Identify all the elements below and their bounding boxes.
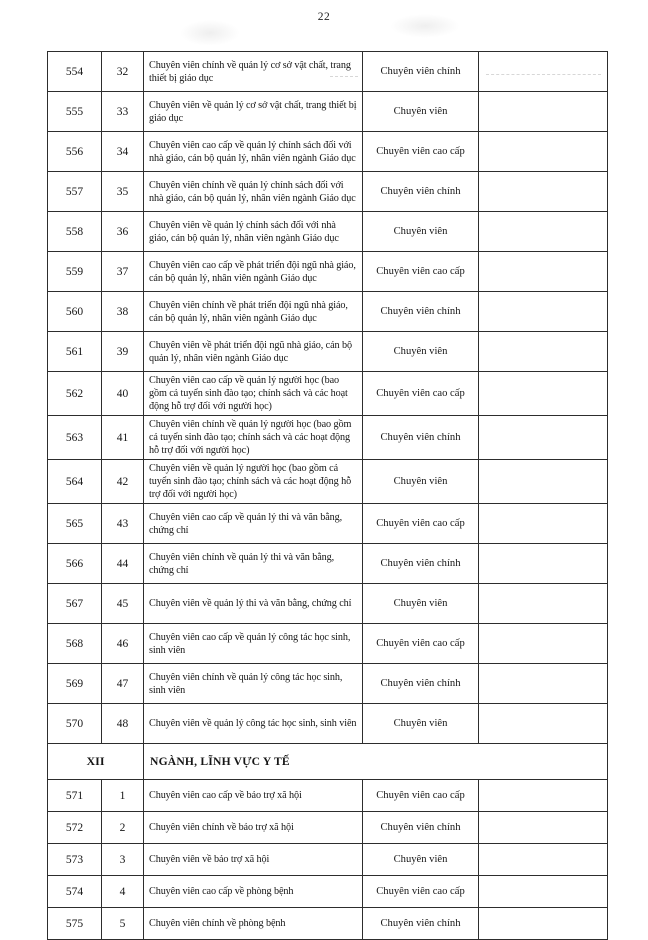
section-header-row	[48, 744, 608, 780]
row-subnumber-cell: 41	[102, 416, 144, 460]
rank-cell: Chuyên viên chính	[363, 52, 479, 92]
position-title-cell: Chuyên viên về quản lý chính sách đối với nhà giáo, cán bộ quản lý, nhân viên ngành Giáo dục	[144, 212, 363, 252]
row-number-cell: 564	[48, 460, 102, 504]
rank-cell: Chuyên viên chính	[363, 908, 479, 940]
table-row	[48, 92, 608, 132]
row-subnumber-cell: 44	[102, 544, 144, 584]
table-row	[48, 844, 608, 876]
row-number-cell: 563	[48, 416, 102, 460]
row-subnumber-cell: 4	[102, 876, 144, 908]
row-number-cell: 570	[48, 704, 102, 744]
row-subnumber-cell: 2	[102, 812, 144, 844]
notes-cell	[479, 332, 608, 372]
row-subnumber-cell: 46	[102, 624, 144, 664]
notes-cell	[479, 172, 608, 212]
rank-cell: Chuyên viên	[363, 460, 479, 504]
row-number-cell: 565	[48, 504, 102, 544]
rank-cell: Chuyên viên cao cấp	[363, 876, 479, 908]
table-row	[48, 876, 608, 908]
position-title-cell: Chuyên viên về quản lý công tác học sinh, sinh viên	[144, 704, 363, 744]
rank-cell: Chuyên viên chính	[363, 172, 479, 212]
rank-cell: Chuyên viên chính	[363, 416, 479, 460]
table-row	[48, 624, 608, 664]
notes-cell	[479, 908, 608, 940]
rank-cell: Chuyên viên cao cấp	[363, 132, 479, 172]
row-number-cell: 567	[48, 584, 102, 624]
notes-cell	[479, 704, 608, 744]
notes-cell	[479, 812, 608, 844]
row-subnumber-cell: 47	[102, 664, 144, 704]
notes-cell	[479, 504, 608, 544]
table-row	[48, 212, 608, 252]
position-title-cell: Chuyên viên cao cấp về phát triển đội ngũ nhà giáo, cán bộ quản lý, nhân viên ngành Giáo dục	[144, 252, 363, 292]
page-number: 22	[317, 11, 331, 23]
row-number-cell: 561	[48, 332, 102, 372]
table-row	[48, 780, 608, 812]
table-row	[48, 908, 608, 940]
positions-table-body	[48, 52, 608, 940]
rank-cell: Chuyên viên chính	[363, 812, 479, 844]
row-number-cell: 574	[48, 876, 102, 908]
positions-table	[47, 51, 608, 940]
table-row	[48, 332, 608, 372]
rank-cell: Chuyên viên cao cấp	[363, 252, 479, 292]
scan-smudge-artifact	[180, 20, 240, 46]
row-number-cell: 556	[48, 132, 102, 172]
notes-cell	[479, 584, 608, 624]
row-number-cell: 558	[48, 212, 102, 252]
rank-cell: Chuyên viên	[363, 212, 479, 252]
row-subnumber-cell: 39	[102, 332, 144, 372]
notes-cell	[479, 372, 608, 416]
row-number-cell: 557	[48, 172, 102, 212]
rank-cell: Chuyên viên cao cấp	[363, 504, 479, 544]
position-title-cell: Chuyên viên chính về phòng bệnh	[144, 908, 363, 940]
rank-cell: Chuyên viên chính	[363, 664, 479, 704]
row-subnumber-cell: 3	[102, 844, 144, 876]
notes-cell	[479, 876, 608, 908]
row-subnumber-cell: 5	[102, 908, 144, 940]
section-roman-numeral: XII	[48, 744, 144, 780]
row-subnumber-cell: 1	[102, 780, 144, 812]
row-subnumber-cell: 35	[102, 172, 144, 212]
rank-cell: Chuyên viên cao cấp	[363, 780, 479, 812]
rank-cell: Chuyên viên	[363, 704, 479, 744]
table-row	[48, 172, 608, 212]
table-row	[48, 504, 608, 544]
row-number-cell: 560	[48, 292, 102, 332]
position-title-cell: Chuyên viên chính về quản lý công tác học sinh, sinh viên	[144, 664, 363, 704]
table-row	[48, 292, 608, 332]
position-title-cell: Chuyên viên chính về quản lý cơ sở vật chất, trang thiết bị giáo dục	[144, 52, 363, 92]
row-subnumber-cell: 34	[102, 132, 144, 172]
row-number-cell: 562	[48, 372, 102, 416]
position-title-cell: Chuyên viên chính về quản lý thi và văn bằng, chứng chỉ	[144, 544, 363, 584]
table-row	[48, 460, 608, 504]
row-number-cell: 571	[48, 780, 102, 812]
row-subnumber-cell: 43	[102, 504, 144, 544]
notes-cell	[479, 544, 608, 584]
position-title-cell: Chuyên viên chính về quản lý chính sách đối với nhà giáo, cán bộ quản lý, nhân viên ngành Giáo dục	[144, 172, 363, 212]
row-subnumber-cell: 45	[102, 584, 144, 624]
table-row	[48, 252, 608, 292]
table-row	[48, 812, 608, 844]
rank-cell: Chuyên viên	[363, 92, 479, 132]
rank-cell: Chuyên viên cao cấp	[363, 372, 479, 416]
position-title-cell: Chuyên viên về phát triển đội ngũ nhà giáo, cán bộ quản lý, nhân viên ngành Giáo dục	[144, 332, 363, 372]
row-subnumber-cell: 42	[102, 460, 144, 504]
position-title-cell: Chuyên viên về bảo trợ xã hội	[144, 844, 363, 876]
row-number-cell: 569	[48, 664, 102, 704]
notes-cell	[479, 624, 608, 664]
row-number-cell: 555	[48, 92, 102, 132]
rank-cell: Chuyên viên chính	[363, 292, 479, 332]
position-title-cell: Chuyên viên về quản lý thi và văn bằng, chứng chỉ	[144, 584, 363, 624]
row-subnumber-cell: 37	[102, 252, 144, 292]
table-row	[48, 372, 608, 416]
row-number-cell: 575	[48, 908, 102, 940]
position-title-cell: Chuyên viên chính về phát triển đội ngũ nhà giáo, cán bộ quản lý, nhân viên ngành Giáo dục	[144, 292, 363, 332]
notes-cell	[479, 92, 608, 132]
position-title-cell: Chuyên viên về quản lý cơ sở vật chất, trang thiết bị giáo dục	[144, 92, 363, 132]
row-number-cell: 559	[48, 252, 102, 292]
row-subnumber-cell: 38	[102, 292, 144, 332]
row-number-cell: 572	[48, 812, 102, 844]
row-number-cell: 573	[48, 844, 102, 876]
notes-cell	[479, 132, 608, 172]
table-row	[48, 664, 608, 704]
notes-cell	[479, 844, 608, 876]
row-number-cell: 566	[48, 544, 102, 584]
row-subnumber-cell: 36	[102, 212, 144, 252]
row-number-cell: 568	[48, 624, 102, 664]
table-row	[48, 132, 608, 172]
section-title: NGÀNH, LĨNH VỰC Y TẾ	[144, 744, 608, 780]
position-title-cell: Chuyên viên cao cấp về quản lý người học (bao gồm cả tuyển sinh đào tạo; chính sách và các hoạt động hỗ trợ đối với người học)	[144, 372, 363, 416]
rank-cell: Chuyên viên	[363, 332, 479, 372]
row-subnumber-cell: 40	[102, 372, 144, 416]
rank-cell: Chuyên viên cao cấp	[363, 624, 479, 664]
position-title-cell: Chuyên viên chính về quản lý người học (bao gồm cả tuyển sinh đào tạo; chính sách và các hoạt động hỗ trợ đối với người học)	[144, 416, 363, 460]
table-row	[48, 416, 608, 460]
table-row	[48, 584, 608, 624]
row-subnumber-cell: 32	[102, 52, 144, 92]
row-subnumber-cell: 48	[102, 704, 144, 744]
notes-cell	[479, 292, 608, 332]
position-title-cell: Chuyên viên cao cấp về quản lý công tác học sinh, sinh viên	[144, 624, 363, 664]
rank-cell: Chuyên viên chính	[363, 544, 479, 584]
position-title-cell: Chuyên viên cao cấp về quản lý thi và văn bằng, chứng chỉ	[144, 504, 363, 544]
table-row	[48, 544, 608, 584]
notes-cell	[479, 416, 608, 460]
position-title-cell: Chuyên viên cao cấp về phòng bệnh	[144, 876, 363, 908]
notes-cell	[479, 52, 608, 92]
position-title-cell: Chuyên viên chính về bảo trợ xã hội	[144, 812, 363, 844]
position-title-cell: Chuyên viên cao cấp về quản lý chính sách đối với nhà giáo, cán bộ quản lý, nhân viên ngành Giáo dục	[144, 132, 363, 172]
notes-cell	[479, 252, 608, 292]
notes-cell	[479, 212, 608, 252]
table-row	[48, 704, 608, 744]
notes-cell	[479, 664, 608, 704]
notes-cell	[479, 460, 608, 504]
rank-cell: Chuyên viên	[363, 584, 479, 624]
position-title-cell: Chuyên viên về quản lý người học (bao gồm cả tuyển sinh đào tạo; chính sách và các hoạt động hỗ trợ đối với người học)	[144, 460, 363, 504]
position-title-cell: Chuyên viên cao cấp về bảo trợ xã hội	[144, 780, 363, 812]
row-subnumber-cell: 33	[102, 92, 144, 132]
rank-cell: Chuyên viên	[363, 844, 479, 876]
table-row	[48, 52, 608, 92]
row-number-cell: 554	[48, 52, 102, 92]
notes-cell	[479, 780, 608, 812]
